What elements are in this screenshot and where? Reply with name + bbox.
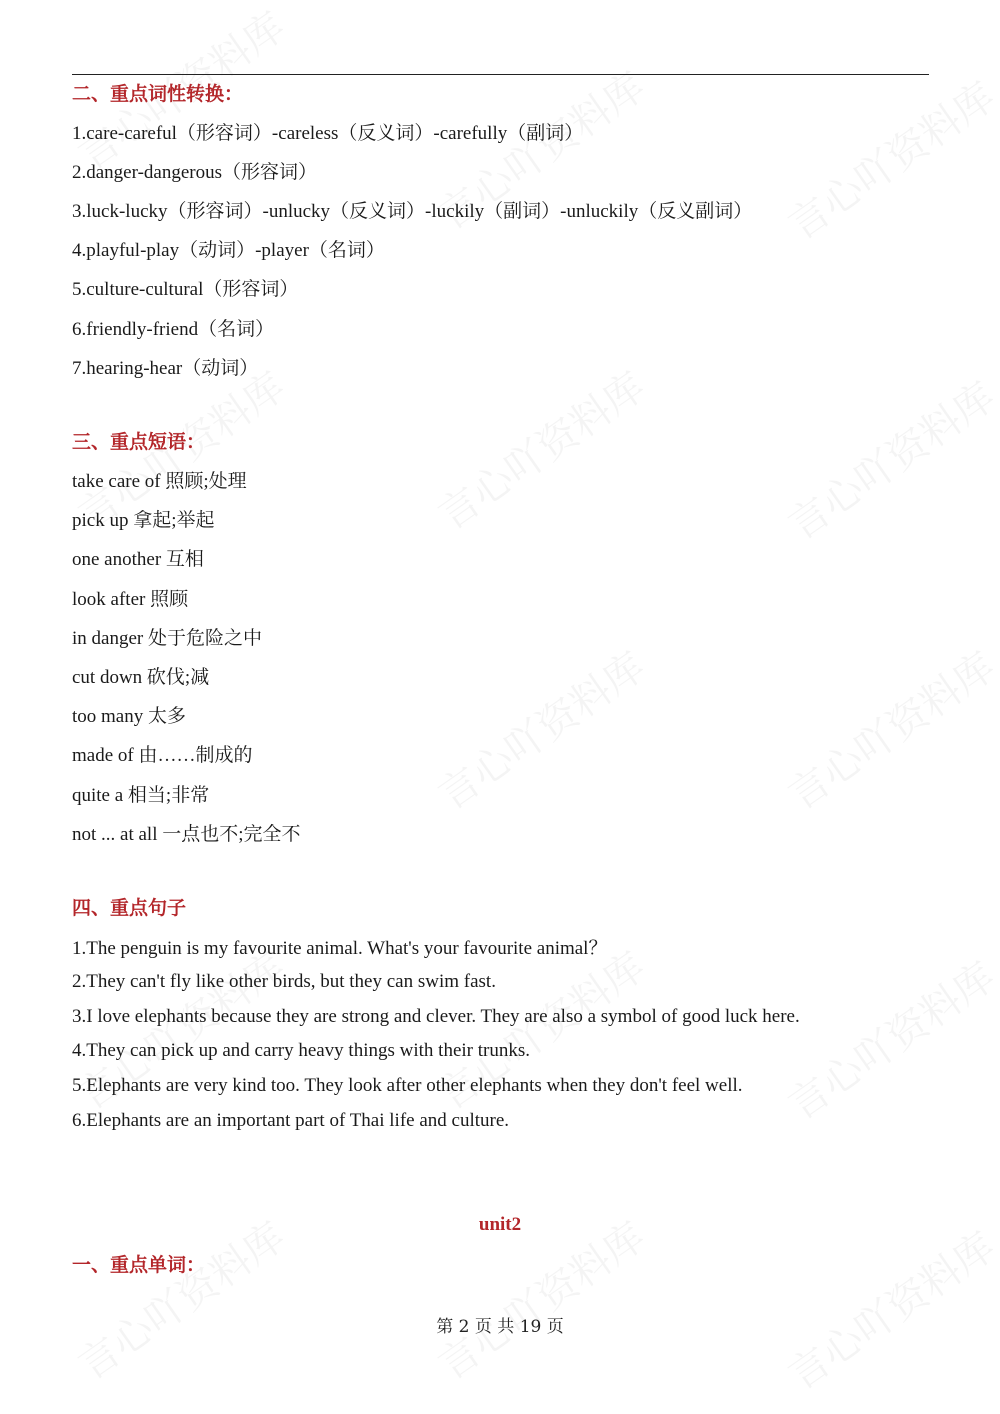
phrase-item: quite a 相当;非常 [72,785,210,806]
phrase-item: not ... at all 一点也不;完全不 [72,824,301,845]
word-form-item: 5.culture-cultural（形容词） [72,279,299,300]
watermark [775,66,1000,250]
word-form-item: 1.care-careful（形容词）-careless（反义词）-carefully（副词） [72,123,584,144]
watermark [775,946,1000,1130]
section-heading-phrases: 三、重点短语： [72,431,206,453]
watermark [425,356,654,540]
sentence-item: 2.They can't fly like other birds, but they can swim fast. [72,971,496,992]
sentence-item: 5.Elephants are very kind too. They look after other elephants when they don't feel well. [72,1075,743,1096]
word-form-item: 6.friendly-friend（名词） [72,319,275,340]
watermark [775,636,1000,820]
phrase-item: in danger 处于危险之中 [72,628,262,649]
phrase-item: made of 由……制成的 [72,745,253,766]
section-heading-word-forms: 二、重点词性转换： [72,83,244,105]
sentence-item: 3.I love elephants because they are strong and clever. They are also a symbol of good luck here. [72,1006,800,1027]
watermark [425,636,654,820]
word-form-item: 7.hearing-hear（动词） [72,358,259,379]
word-form-item: 2.danger-dangerous（形容词） [72,162,317,183]
word-form-item: 4.playful-play（动词）-player（名词） [72,240,385,261]
phrase-item: pick up 拿起;举起 [72,510,215,531]
phrase-item: too many 太多 [72,706,186,727]
unit-title: unit2 [478,1214,522,1235]
phrase-item: cut down 砍伐;减 [72,667,210,688]
top-divider [72,74,929,75]
section-heading-sentences: 四、重点句子 [72,897,187,919]
phrase-item: one another 互相 [72,549,204,570]
phrase-item: look after 照顾 [72,589,189,610]
sentence-item: 4.They can pick up and carry heavy things with their trunks. [72,1040,530,1061]
section-heading-key-words: 一、重点单词： [72,1254,206,1276]
word-form-item: 3.luck-lucky（形容词）-unlucky（反义词）-luckily（副词）-unluckily（反义副词） [72,201,753,222]
phrase-item: take care of 照顾;处理 [72,471,247,492]
page-footer: 第 2 页 共 19 页 [436,1317,564,1337]
watermark [775,366,1000,550]
sentence-item: 1.The penguin is my favourite animal. What's your favourite animal？ [72,938,608,959]
sentence-item: 6.Elephants are an important part of Thai life and culture. [72,1110,510,1131]
watermark [775,1216,1000,1400]
